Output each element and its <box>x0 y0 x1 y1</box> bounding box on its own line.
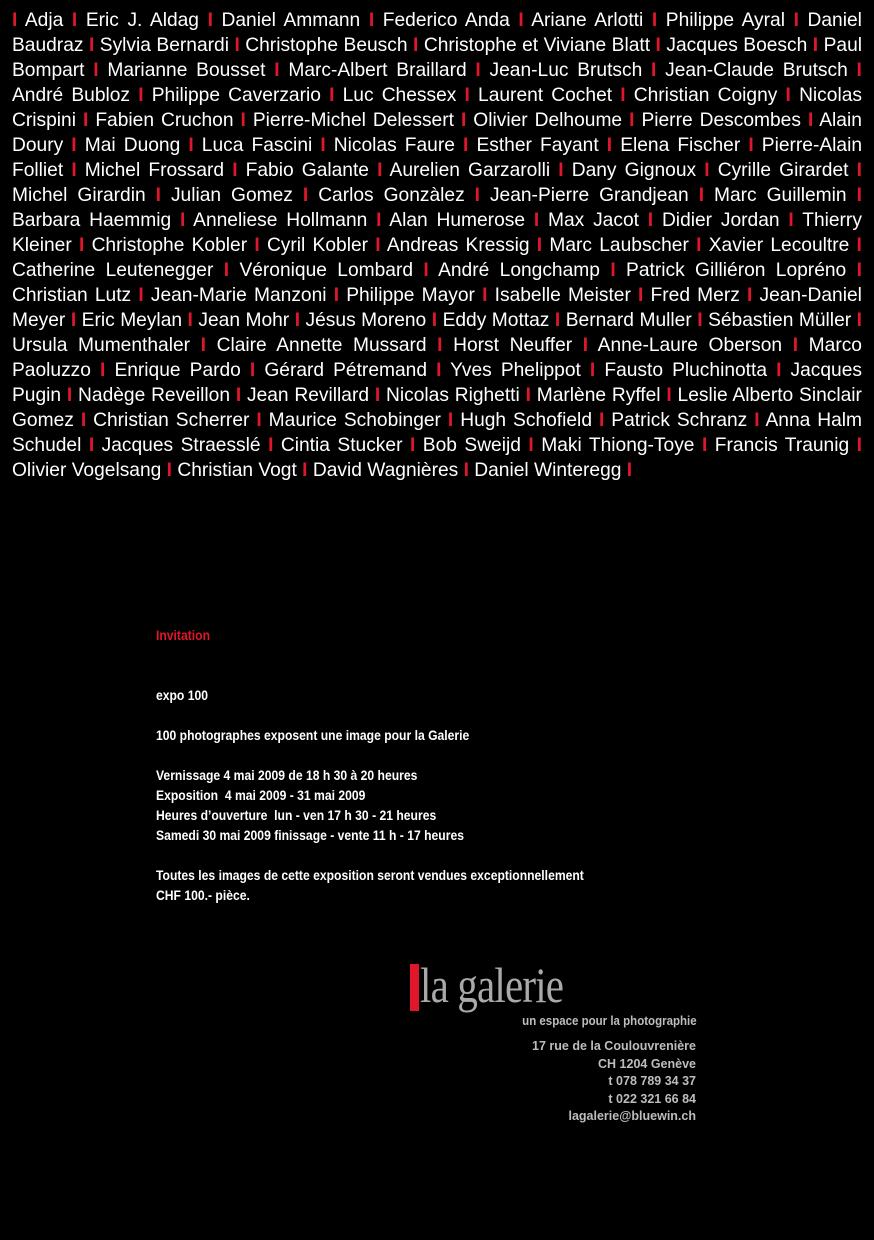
photographer-name: Michel Girardin <box>12 185 146 206</box>
name-separator: I <box>368 10 375 31</box>
photographer-name: Luc Chessex <box>342 85 457 106</box>
photographer-name: Andreas Kressig <box>386 235 530 256</box>
photographer-name: Elena Fischer <box>620 135 741 156</box>
name-separator: I <box>525 385 531 406</box>
photographer-name: Cyril Kobler <box>266 235 369 256</box>
name-separator: I <box>598 410 605 431</box>
photographer-name: Ursula Mumenthaler <box>12 335 191 356</box>
name-separator: I <box>268 435 274 456</box>
photographer-name: Anneliese Hollmann <box>193 210 368 231</box>
photographer-name: Daniel Ammann <box>221 10 361 31</box>
photographer-name: Pierre-Michel Delessert <box>252 110 454 131</box>
name-separator: I <box>536 235 543 256</box>
photographer-name: Olivier Vogelsang <box>12 460 162 481</box>
photographer-name: Enrique Pardo <box>114 360 241 381</box>
photographer-name: Pierre-Alain Folliet <box>12 135 863 181</box>
name-separator: I <box>701 435 708 456</box>
name-separator: I <box>606 135 613 156</box>
photographer-name: Barbara Haemmig <box>12 210 172 231</box>
photographer-name: Adja <box>24 10 64 31</box>
photographer-name: Maki Thiong-Toye <box>541 435 695 456</box>
photographer-name: Alain Doury <box>12 110 862 156</box>
name-separator: I <box>554 310 561 331</box>
name-separator: I <box>748 135 754 156</box>
name-separator: I <box>188 135 194 156</box>
name-separator: I <box>256 410 262 431</box>
name-separator: I <box>558 160 564 181</box>
name-separator: I <box>482 285 488 306</box>
name-separator: I <box>463 460 469 481</box>
photographer-name: Thierry Kleiner <box>12 210 862 256</box>
name-separator: I <box>533 210 540 231</box>
name-separator: I <box>78 235 85 256</box>
name-separator: I <box>254 235 260 256</box>
photographer-name: Philippe Caverzario <box>151 85 321 106</box>
photographer-name: Sébastien Müller <box>708 310 852 331</box>
photographer-name: Christian Coigny <box>633 85 778 106</box>
photographer-name: Michel Frossard <box>84 160 225 181</box>
photographer-name: Marc Laubscher <box>549 235 689 256</box>
name-separator: I <box>374 385 381 406</box>
photographer-name: Olivier Delhoume <box>473 110 623 131</box>
photographer-name: Leslie Alberto Sinclair Gomez <box>12 385 862 431</box>
name-separator: I <box>375 235 381 256</box>
photographer-name: Bernard Muller <box>565 310 692 331</box>
name-separator: I <box>655 35 661 56</box>
photographer-name: Catherine Leutenegger <box>12 260 214 281</box>
name-separator: I <box>66 385 73 406</box>
photographer-name: Patrick Schranz <box>611 410 748 431</box>
photographer-name: Philippe Ayral <box>665 10 785 31</box>
logo-tagline: un espace pour la photographie <box>522 1014 697 1028</box>
photographer-name: Horst Neuffer <box>453 335 573 356</box>
photographer-name: Jean Revillard <box>246 385 370 406</box>
name-separator: I <box>274 60 280 81</box>
name-separator: I <box>651 10 658 31</box>
name-separator: I <box>528 435 534 456</box>
photographer-name: Esther Fayant <box>476 135 599 156</box>
photographer-name: Sylvia Bernardi <box>99 35 229 56</box>
opening-hours: Heures d’ouverture lun - ven 17 h 30 - 21 heures <box>156 808 437 823</box>
name-separator: I <box>377 160 383 181</box>
name-separator: I <box>460 110 467 131</box>
photographer-name: Christophe Kobler <box>91 235 248 256</box>
photographer-name: Jacques Boesch <box>666 35 808 56</box>
name-separator: I <box>807 110 814 131</box>
name-separator: I <box>776 360 782 381</box>
name-separator: I <box>793 10 799 31</box>
photographer-name: Pierre Descombes <box>641 110 801 131</box>
name-separator: I <box>294 310 301 331</box>
address-phone-1: t 078 789 34 37 <box>608 1074 696 1088</box>
photographer-name: Laurent Cochet <box>478 85 613 106</box>
name-separator: I <box>71 160 77 181</box>
logo-wordmark: la galerie <box>420 957 564 1013</box>
name-separator: I <box>518 10 524 31</box>
name-separator: I <box>626 460 633 481</box>
photographer-name: Jean Mohr <box>198 310 290 331</box>
finissage-line: Samedi 30 mai 2009 finissage - vente 11 h - 17 heures <box>156 828 464 843</box>
name-separator: I <box>93 60 99 81</box>
photographer-name: Jacques Pugin <box>12 360 862 406</box>
photographer-name: Véronique Lombard <box>239 260 414 281</box>
photographer-name: Cyrille Girardet <box>717 160 849 181</box>
name-separator: I <box>235 385 242 406</box>
photographer-name: Dany Gignoux <box>571 160 697 181</box>
photographer-name: Marco Paoluzzo <box>12 335 862 381</box>
photographer-name: Maurice Schobinger <box>268 410 441 431</box>
expo-name: expo 100 <box>156 688 209 703</box>
name-separator: I <box>474 185 480 206</box>
photographer-name: Christophe et Viviane Blatt <box>423 35 651 56</box>
exposition-dates: Exposition 4 mai 2009 - 31 mai 2009 <box>156 788 366 803</box>
name-separator: I <box>12 10 18 31</box>
photographer-name: Jean-Claude Brutsch <box>665 60 848 81</box>
name-separator: I <box>302 185 309 206</box>
photographer-name: Fred Merz <box>650 285 740 306</box>
name-separator: I <box>302 460 308 481</box>
expo-subtitle: 100 photographes exposent une image pour la Galerie <box>156 728 470 743</box>
photographer-name: Marlène Ryffel <box>536 385 661 406</box>
photographer-name: Christian Scherrer <box>93 410 250 431</box>
invitation-block <box>156 626 696 906</box>
photographer-name: Luca Fascini <box>201 135 313 156</box>
photographer-name: Nadège Reveillon <box>78 385 230 406</box>
name-separator: I <box>638 285 644 306</box>
name-separator: I <box>812 35 819 56</box>
photographer-name: Eric J. Aldag <box>85 10 199 31</box>
name-separator: I <box>155 185 161 206</box>
name-separator: I <box>620 85 626 106</box>
photographer-name: Nicolas Righetti <box>386 385 520 406</box>
photographer-name: Nicolas Faure <box>333 135 455 156</box>
name-separator: I <box>100 360 106 381</box>
name-separator: I <box>187 310 193 331</box>
photographer-name: Yves Phelippot <box>450 360 581 381</box>
photographer-name: Jean-Marie Manzoni <box>150 285 327 306</box>
name-separator: I <box>80 410 87 431</box>
photographer-name: Paul Bompart <box>12 35 863 81</box>
name-separator: I <box>788 210 794 231</box>
photographer-name: Julian Gomez <box>170 185 293 206</box>
name-separator: I <box>88 435 95 456</box>
photographer-name: Fabio Galante <box>245 160 369 181</box>
photographer-name: Anna Halm Schudel <box>12 410 863 456</box>
name-separator: I <box>423 260 429 281</box>
name-separator: I <box>746 285 753 306</box>
photographer-name: Gérard Pétremand <box>264 360 427 381</box>
photographer-name: Ariane Arlotti <box>531 10 644 31</box>
name-separator: I <box>82 110 89 131</box>
name-separator: I <box>207 10 213 31</box>
photographer-name: Christian Vogt <box>177 460 297 481</box>
logo-red-bar <box>410 964 419 1011</box>
name-separator: I <box>785 85 791 106</box>
photographer-name: David Wagnières <box>312 460 459 481</box>
photographer-name: Hugh Schofield <box>460 410 592 431</box>
name-separator: I <box>166 460 173 481</box>
name-separator: I <box>436 360 442 381</box>
name-separator: I <box>856 310 862 331</box>
photographer-name: Claire Annette Mussard <box>216 335 427 356</box>
name-separator: I <box>71 10 78 31</box>
photographer-name: Daniel Baudraz <box>12 10 862 56</box>
photographer-name: André Longchamp <box>438 260 600 281</box>
name-separator: I <box>70 310 77 331</box>
photographer-name: Fausto Pluchinotta <box>604 360 768 381</box>
name-separator: I <box>138 85 144 106</box>
photographer-name: Aurelien Garzarolli <box>389 160 551 181</box>
name-separator: I <box>223 260 230 281</box>
name-separator: I <box>792 335 799 356</box>
name-separator: I <box>651 60 657 81</box>
name-separator: I <box>856 235 862 256</box>
name-separator: I <box>232 160 238 181</box>
invitation-title: Invitation <box>156 628 210 643</box>
name-separator: I <box>437 335 443 356</box>
name-separator: I <box>856 185 862 206</box>
name-separator: I <box>475 60 481 81</box>
name-separator: I <box>200 335 206 356</box>
name-separator: I <box>610 260 616 281</box>
photographer-name: Marc Guillemin <box>714 185 847 206</box>
name-separator: I <box>589 360 596 381</box>
photographer-name: Didier Jordan <box>661 210 780 231</box>
name-separator: I <box>71 135 77 156</box>
photographer-name: Jean-Pierre Grandjean <box>489 185 689 206</box>
photographer-name: Marianne Bousset <box>107 60 266 81</box>
photographer-name: Eric Meylan <box>81 310 183 331</box>
name-separator: I <box>696 235 702 256</box>
name-separator: I <box>376 210 382 231</box>
name-separator: I <box>88 35 95 56</box>
name-separator: I <box>249 360 256 381</box>
name-separator: I <box>329 85 335 106</box>
photographer-name: Francis Traunig <box>714 435 850 456</box>
name-separator: I <box>856 435 862 456</box>
name-separator: I <box>856 60 862 81</box>
photographer-name: Patrick Gilliéron Lopréno <box>626 260 847 281</box>
photographer-name: Alan Humerose <box>389 210 526 231</box>
photographer-name: Jésus Moreno <box>305 310 427 331</box>
photographer-name: Jacques Straesslé <box>101 435 261 456</box>
photographer-name: Daniel Winteregg <box>474 460 622 481</box>
photographer-name: Eddy Mottaz <box>442 310 550 331</box>
photographer-list <box>12 8 862 483</box>
photographer-name: Nicolas Crispini <box>12 85 862 131</box>
photographer-name: Xavier Lecoultre <box>708 235 850 256</box>
name-separator: I <box>447 410 454 431</box>
name-separator: I <box>180 210 186 231</box>
name-separator: I <box>856 160 862 181</box>
name-separator: I <box>856 260 862 281</box>
name-separator: I <box>320 135 326 156</box>
name-separator: I <box>754 410 760 431</box>
name-separator: I <box>463 135 469 156</box>
gallery-address <box>480 1038 696 1126</box>
name-separator: I <box>234 35 240 56</box>
photographer-name: Christophe Beusch <box>245 35 408 56</box>
photographer-name: Philippe Mayor <box>346 285 475 306</box>
photographer-name: Anne-Laure Oberson <box>597 335 783 356</box>
name-separator: I <box>647 210 654 231</box>
address-email[interactable]: lagalerie@bluewin.ch <box>568 1109 696 1123</box>
photographer-name: Christian Lutz <box>12 285 132 306</box>
name-separator: I <box>333 285 340 306</box>
name-separator: I <box>240 110 246 131</box>
photographer-name: Federico Anda <box>382 10 510 31</box>
sale-price: CHF 100.- pièce. <box>156 888 250 903</box>
photographer-name: Mai Duong <box>84 135 181 156</box>
address-city: CH 1204 Genève <box>598 1056 696 1071</box>
vernissage-line: Vernissage 4 mai 2009 de 18 h 30 à 20 heures <box>156 768 418 783</box>
name-separator: I <box>138 285 144 306</box>
photographer-name: Marc-Albert Braillard <box>288 60 467 81</box>
name-separator: I <box>464 85 470 106</box>
photographer-name: André Bubloz <box>12 85 131 106</box>
name-separator: I <box>629 110 635 131</box>
photographer-name: Bob Sweijd <box>422 435 521 456</box>
photographer-name: Fabien Cruchon <box>95 110 234 131</box>
photographer-name: Max Jacot <box>548 210 639 231</box>
sale-notice: Toutes les images de cette exposition seront vendues exceptionnellement <box>156 868 584 883</box>
name-separator: I <box>704 160 710 181</box>
photographer-name: Cintia Stucker <box>280 435 403 456</box>
photographer-name: Jean-Luc Brutsch <box>489 60 643 81</box>
name-separator: I <box>666 385 672 406</box>
name-separator: I <box>697 310 703 331</box>
photographer-name: Carlos Gonzàlez <box>318 185 465 206</box>
name-separator: I <box>431 310 438 331</box>
address-phone-2: t 022 321 66 84 <box>608 1091 696 1106</box>
photographer-name: Isabelle Meister <box>494 285 631 306</box>
name-separator: I <box>582 335 589 356</box>
name-separator: I <box>409 435 416 456</box>
address-street: 17 rue de la Coulouvrenière <box>532 1039 696 1053</box>
la-galerie-logo <box>410 957 700 1030</box>
name-separator: I <box>413 35 419 56</box>
name-separator: I <box>698 185 705 206</box>
photographer-name: Jean-Daniel Meyer <box>12 285 862 331</box>
